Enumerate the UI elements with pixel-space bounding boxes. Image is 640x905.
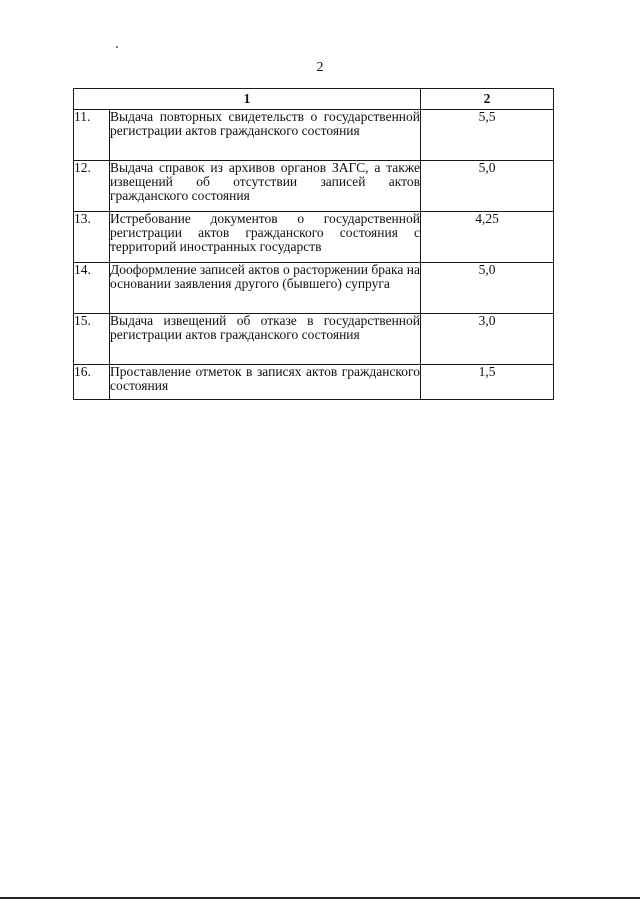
row-number: 13. bbox=[74, 212, 110, 263]
row-value: 5,0 bbox=[421, 161, 554, 212]
table-row bbox=[74, 110, 554, 161]
table-row bbox=[74, 365, 554, 400]
row-description: Истребование документов о государственной регистрации актов гражданского состояния с территорий иностранных государств bbox=[110, 212, 421, 263]
table-row bbox=[74, 161, 554, 212]
table-row bbox=[74, 212, 554, 263]
row-value: 5,5 bbox=[421, 110, 554, 161]
row-number: 14. bbox=[74, 263, 110, 314]
row-number: 16. bbox=[74, 365, 110, 400]
row-description: Проставление отметок в записях актов гражданского состояния bbox=[110, 365, 421, 400]
table-row bbox=[74, 263, 554, 314]
row-description: Выдача извещений об отказе в государственной регистрации актов гражданского состояния bbox=[110, 314, 421, 365]
row-description: Выдача повторных свидетельств о государственной регистрации актов гражданского состояния bbox=[110, 110, 421, 161]
row-number: 15. bbox=[74, 314, 110, 365]
row-value: 5,0 bbox=[421, 263, 554, 314]
header-cell-1: 1 bbox=[74, 89, 421, 110]
row-description: Дооформление записей актов о расторжении брака на основании заявления другого (бывшего) супруга bbox=[110, 263, 421, 314]
table-row bbox=[74, 314, 554, 365]
scan-speck bbox=[116, 46, 118, 48]
row-value: 1,5 bbox=[421, 365, 554, 400]
row-number: 12. bbox=[74, 161, 110, 212]
fee-table bbox=[73, 88, 554, 400]
bottom-rule bbox=[0, 897, 640, 899]
page-number: 2 bbox=[316, 60, 324, 75]
row-number: 11. bbox=[74, 110, 110, 161]
table-header-row bbox=[74, 89, 554, 110]
row-description: Выдача справок из архивов органов ЗАГС, а также извещений об отсутствии записей актов гражданского состояния bbox=[110, 161, 421, 212]
header-cell-2: 2 bbox=[421, 89, 554, 110]
row-value: 4,25 bbox=[421, 212, 554, 263]
row-value: 3,0 bbox=[421, 314, 554, 365]
